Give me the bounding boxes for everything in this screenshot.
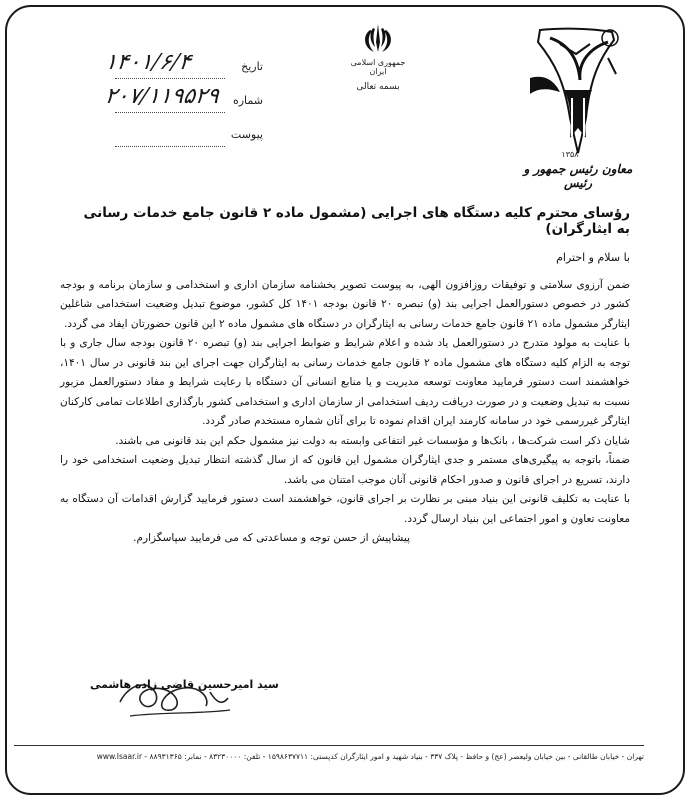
state-emblem-block (343, 22, 413, 92)
date-value: ۱۴۰۱/۶/۴ (103, 50, 193, 75)
paragraph-4: ضمناً، باتوجه به پیگیری‌های مستمر و جدی ایثارگران مشمول این قانون که از سال گذشته انتظار تبدیل وضعیت استخدامی خود را دارند، تسریع در اجرای قانون و صدور احکام قانونی آنان موجب امتنان می باشد. (60, 454, 630, 486)
date-line (115, 78, 225, 79)
logo-year: ۱۳۵۸ (561, 150, 579, 159)
paragraph-5: با عنایت به تکلیف قانونی این بنیاد مبنی بر نظارت بر اجرای قانون، خواهشمند است دستور فرمایید گزارش اقدامات آن دستگاه به معاونت تعاون و امور اجتماعی این بنیاد ارسال گردد. (60, 493, 630, 525)
foundation-logo-icon (520, 18, 630, 168)
letterhead (0, 0, 690, 200)
country-name: جمهوری اسلامی ایران (350, 58, 406, 76)
paragraph-2: با عنایت به مولود متدرج در دستورالعمل یاد شده و اعلام شرایط و ضوابط اجرایی بند (و) تبصره ۲۰ قانون بودجه سال جاری و با توجه به الزام کلیه دستگاه های مشمول ماده ۲ قانون جامع خدمات رسانی به ایثارگران جهت اجرای این بند قانونی در سال ۱۴۰۱، خواهشمند است دستور فرمایید معاونت توسعه مدیریت و یا منابع انسانی آن دستگاه با رعایت شرایط و مفاد دستورالعمل مزبور نسبت به تبدیل وضعیت و در صورت دریافت ردیف استخدامی از سازمان اداری و استخدامی کشور بارگذاری اطلاعات تمامی کارکنان ایثارگر غیررسمی خود در سامانه کارمند ایران اقدام نموده تا برای آنان شماره مستخدم صادر گردد. (60, 337, 630, 427)
paragraph-1: ضمن آرزوی سلامتی و توفیقات روزافزون الهی، به پیوست تصویر بخشنامه سازمان اداری و استخدامی و سازمان برنامه و بودجه کشور در خصوص دستورالعمل اجرایی بند (و) تبصره ۲۰ قانون بودجه ۱۴۰۱ کل کشور، موضوع تبدیل وضعیت استخدامی شاغلین ایثارگر مشمول ماده ۲۱ قانون جامع خدمات رسانی به ایثارگران در دستگاه های مشمول ماده ۲ این قانون حضورتان ایفاد می گردد. (60, 278, 630, 330)
number-label: شماره (232, 94, 263, 107)
date-label: تاریخ (241, 60, 263, 73)
signatory-name: سید امیرحسین قاضی زاده هاشمی (90, 678, 279, 691)
state-emblem-icon (358, 22, 398, 56)
number-line (115, 112, 225, 113)
letter-meta (75, 52, 285, 154)
number-value: ۲۰۷/۱۱۹۵۲۹ (103, 84, 221, 109)
closing-line: پیشاپیش از حسن توجه و مساعدتی که می فرمایید سپاسگزارم. (133, 532, 410, 544)
greeting: با سلام و احترام (556, 251, 630, 264)
letter-subject: رؤسای محترم کلیه دستگاه های اجرایی (مشمول ماده ۲ قانون جامع خدمات رسانی به ایثارگران) (83, 205, 630, 237)
attachment-line (115, 146, 225, 147)
date-row (75, 52, 285, 86)
paragraph-3: شایان ذکر است شرکت‌ها ، بانک‌ها و مؤسسات غیر انتفاعی وابسته به دولت نیز مشمول حکم این بند قانونی می باشند. (115, 434, 630, 447)
attachment-label: پیوست (230, 128, 263, 141)
footer-address: تهران - خیابان طالقانی - بین خیابان ولیعصر (عج) و حافظ - پلاک ۳۳۷ - بنیاد شهید و امور ایثارگران کدپستی: ۱۵۹۸۶۳۷۷۱۱ - تلفن: ۸۳۲۳۰۰۰۰ - نمابر: ۸۸۹۳۱۳۶۵ - www.Isaar.ir (14, 745, 644, 761)
attachment-row (75, 120, 285, 154)
logo-caption: معاون رئیس جمهور و رئیس (523, 162, 633, 190)
letter-body (60, 248, 630, 549)
number-row (75, 86, 285, 120)
besmellah: بسمه تعالی (356, 82, 400, 92)
